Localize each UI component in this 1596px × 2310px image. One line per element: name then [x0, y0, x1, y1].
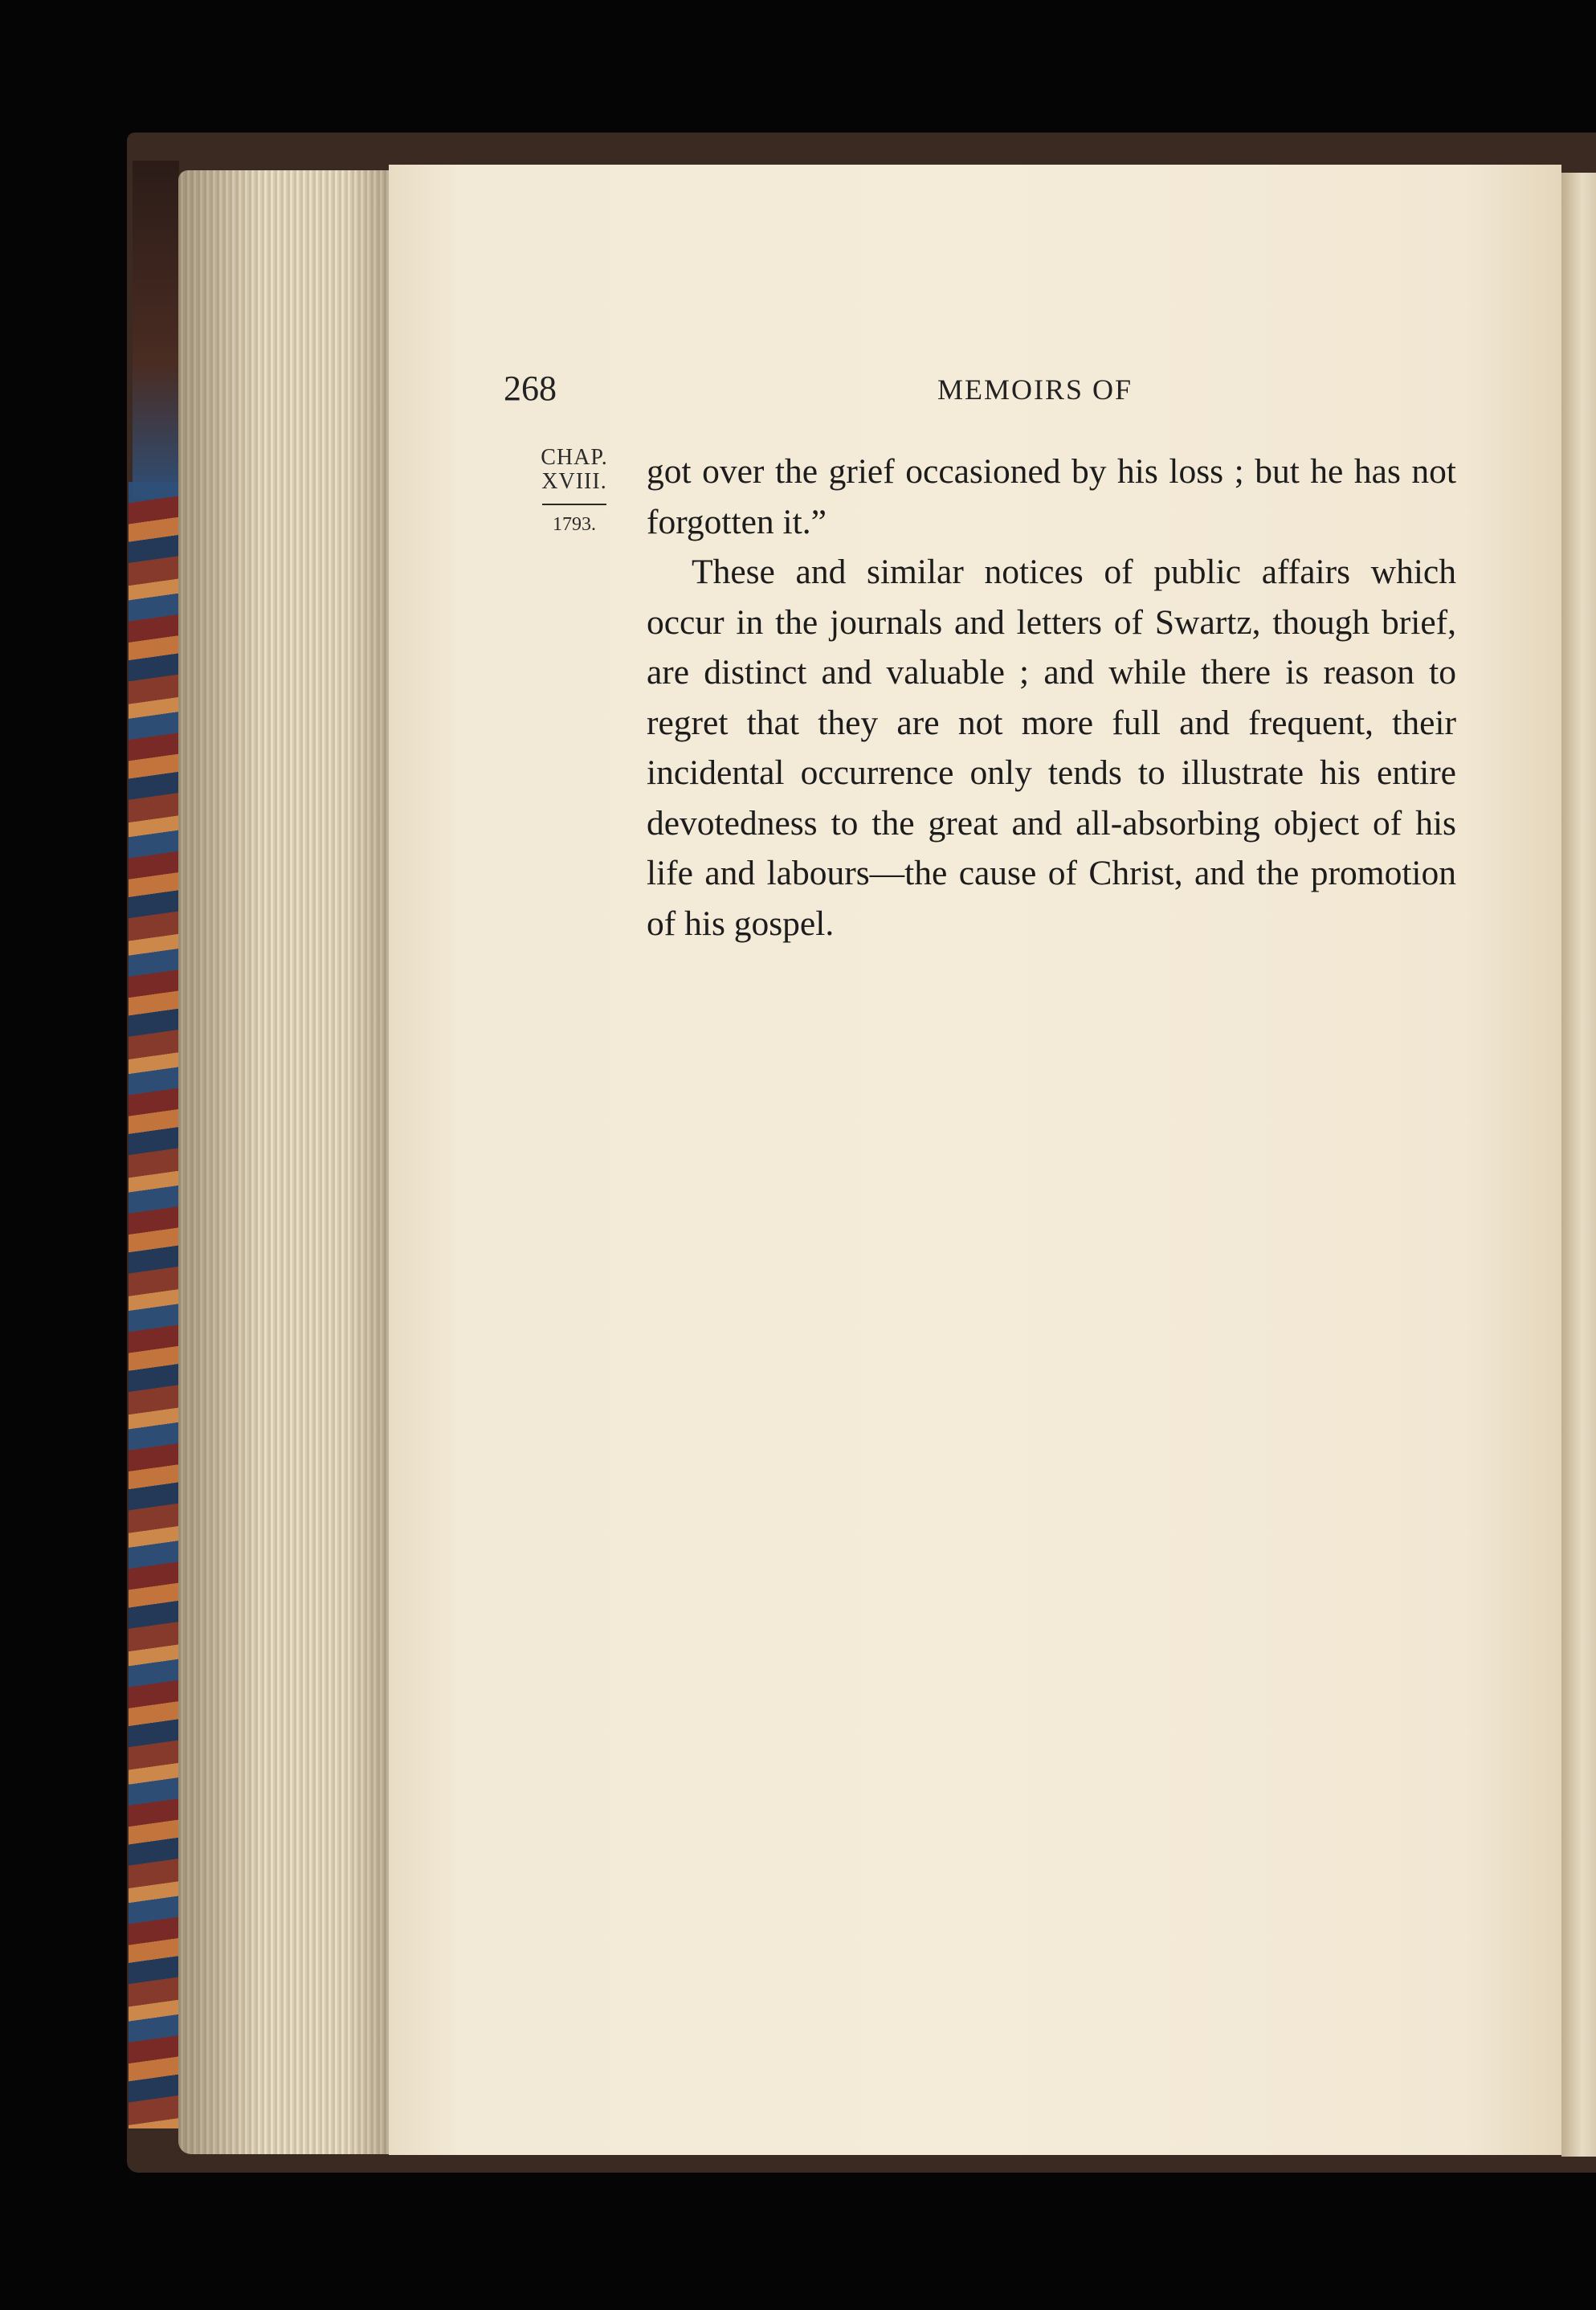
body-text — [647, 447, 1456, 949]
book-edge-top — [133, 161, 179, 498]
page-gutter — [1561, 173, 1596, 2157]
margin-year: 1793. — [553, 514, 596, 535]
margin-rule — [542, 504, 606, 505]
marbled-edge — [129, 482, 178, 2128]
running-head-title: MEMOIRS OF — [937, 373, 1133, 406]
chapter-margin-note — [522, 446, 627, 536]
page-number: 268 — [504, 369, 557, 408]
paragraph: got over the grief occasioned by his loss ; but he has not forgotten it.” — [647, 452, 1456, 541]
paragraph: These and similar notices of public affairs which occur in the journals and letters of Swartz, though brief, are distinct and valuable ; and while there is reason to regret that they are not more full and frequent, their incidental occurrence only tends to illustrate his entire devotedness to the great and all-absorbing object of his life and labours—the cause of Christ, and the promotion of his gospel. — [647, 553, 1456, 943]
chapter-label: CHAP. — [541, 445, 608, 470]
page-block-edge — [178, 170, 389, 2154]
chapter-number: XVIII. — [541, 469, 607, 494]
running-head — [504, 368, 1455, 416]
